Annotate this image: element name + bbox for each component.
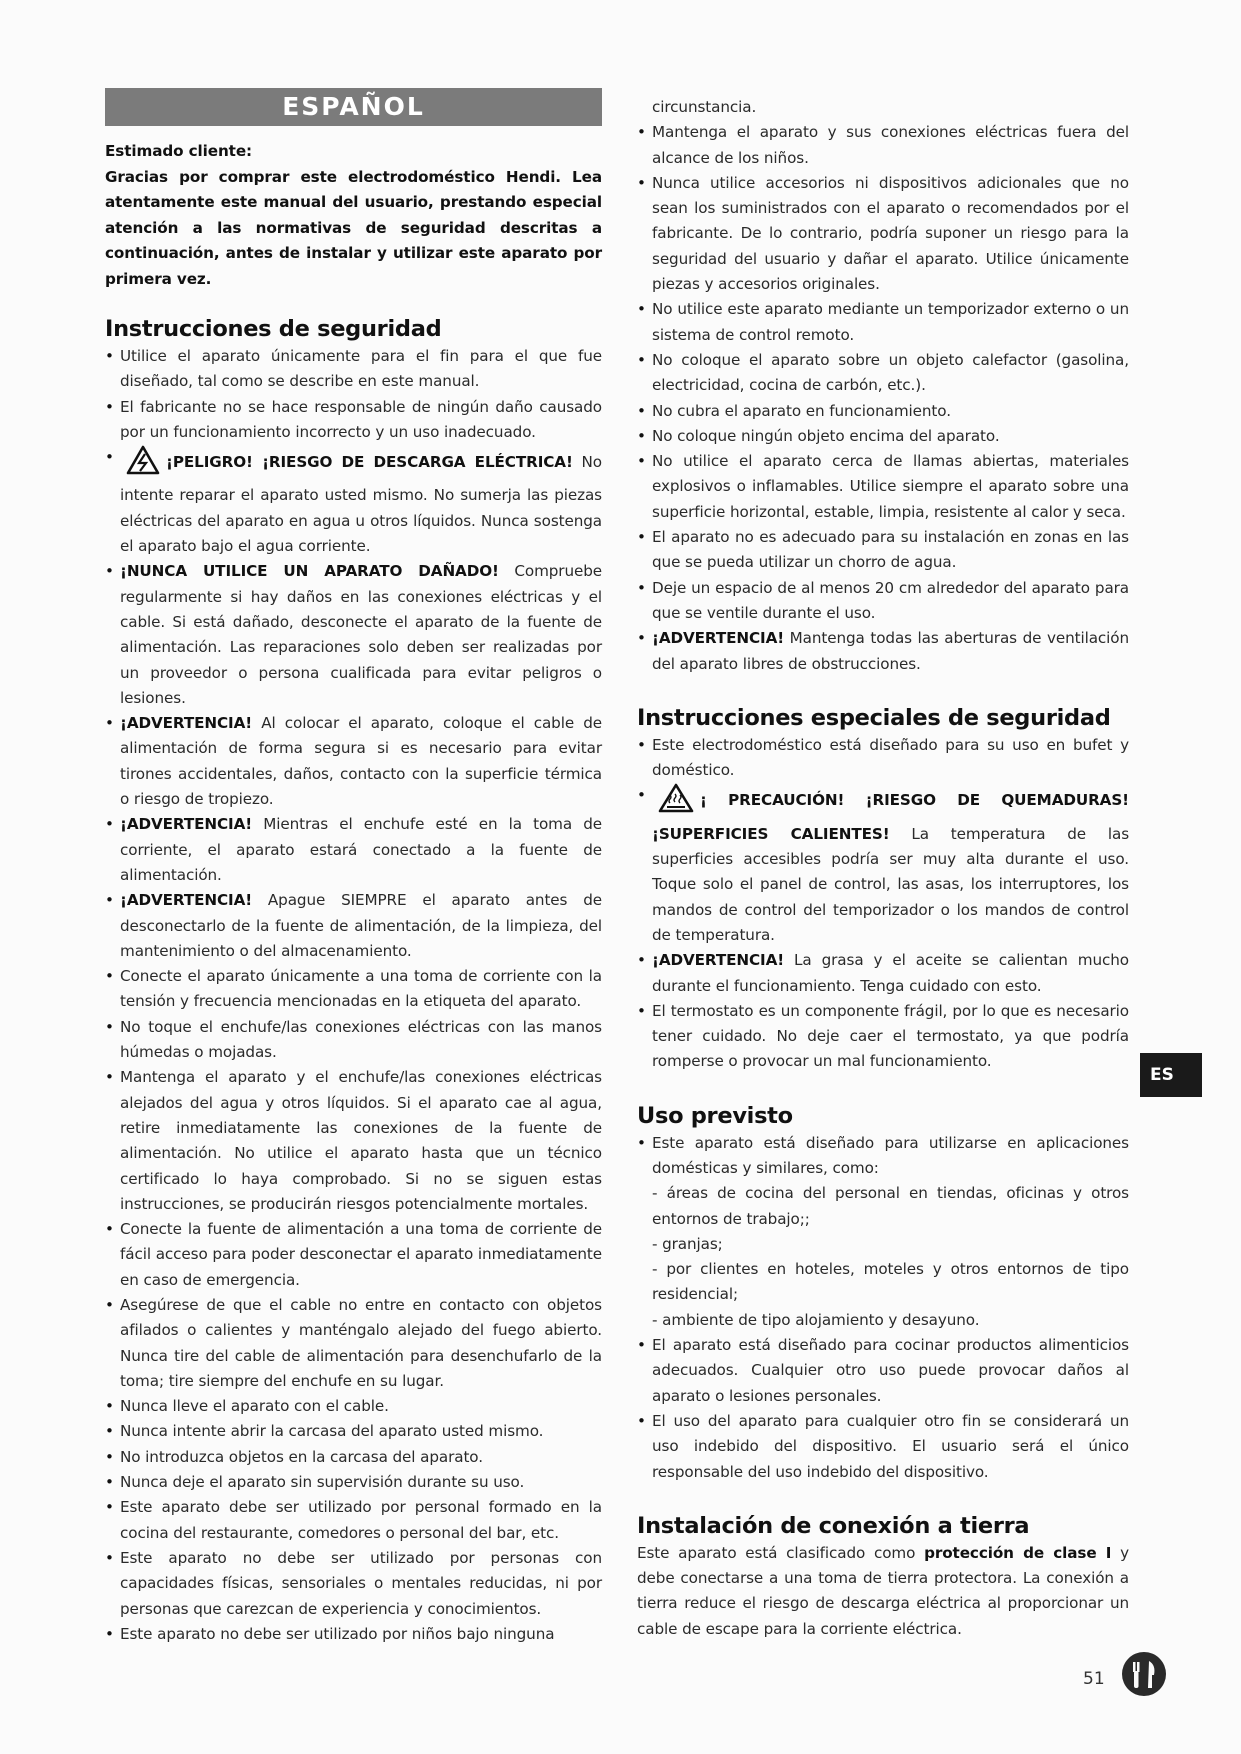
special-title: Instrucciones especiales de seguridad: [637, 704, 1111, 731]
sub-item: - áreas de cocina del personal en tiendas, oficinas y otros entornos de trabajo;;: [652, 1184, 1129, 1228]
page-number: 51: [1083, 1669, 1105, 1689]
list-item: • ¡ADVERTENCIA! Mientras el enchufe esté en la toma de corriente, el aparato estará conectado a la fuente de alimentación.: [105, 812, 602, 888]
safety-title: Instrucciones de seguridad: [105, 316, 442, 342]
list-item: • El uso del aparato para cualquier otro fin se considerará un uso indebido del dispositivo. El usuario será el único responsable del uso indebido del dispositivo.: [637, 1409, 1129, 1485]
list-item: • El fabricante no se hace responsable de ningún daño causado por un funcionamiento incorrecto y un uso inadecuado.: [105, 395, 602, 446]
list-item: • Utilice el aparato únicamente para el fin para el que fue diseñado, tal como se describe en este manual.: [105, 344, 602, 395]
list-item: • ¡NUNCA UTILICE UN APARATO DAÑADO! Compruebe regularmente si hay daños en las conexiones eléctricas y el cable. Si está dañado, desconecte el aparato de la fuente de alimentación. Las reparaciones solo deben ser realizadas por un proveedor o persona cualificada para evitar peligros o lesiones.: [105, 559, 602, 711]
list-item: • Mantenga el aparato y el enchufe/las conexiones eléctricas alejados del agua y otros líquidos. Si el aparato cae al agua, retire inmediatamente las conexiones de la fuente de alimentación. No utilice el aparato hasta que un técnico certificado lo haya comprobado. Si no se siguen estas instrucciones, se producirán riesgos potencialmente mortales.: [105, 1065, 602, 1217]
list-item: • ¡ADVERTENCIA! Mantenga todas las aberturas de ventilación del aparato libres de obstrucciones.: [637, 626, 1129, 677]
list-item: • Conecte el aparato únicamente a una toma de corriente con la tensión y frecuencia mencionadas en la etiqueta del aparato.: [105, 964, 602, 1015]
intended-use-list: [637, 1131, 1129, 1485]
sub-item: - granjas;: [652, 1234, 723, 1253]
list-item: • Deje un espacio de al menos 20 cm alrededor del aparato para que se ventile durante el uso.: [637, 576, 1129, 627]
list-item: • No introduzca objetos en la carcasa del aparato.: [105, 1445, 602, 1470]
electric-warning-icon: [126, 445, 160, 483]
list-item: • No utilice el aparato cerca de llamas abiertas, materiales explosivos o inflamables. Utilice siempre el aparato sobre una superficie horizontal, estable, limpia, resistente al calor y seca.: [637, 449, 1129, 525]
language-side-tab: ES: [1140, 1053, 1202, 1097]
list-item: • El aparato está diseñado para cocinar productos alimenticios adecuados. Cualquier otro uso puede provocar daños al aparato o lesiones personales.: [637, 1333, 1129, 1409]
list-item: • No coloque ningún objeto encima del aparato.: [637, 424, 1129, 449]
list-item: • Nunca utilice accesorios ni dispositivos adicionales que no sean los suministrados con el aparato o recomendados por el fabricante. De lo contrario, podría suponer un riesgo para la seguridad del usuario y dañar el aparato. Utilice únicamente piezas y accesorios originales.: [637, 171, 1129, 297]
intended-use-title: Uso previsto: [637, 1102, 793, 1129]
list-item: • No toque el enchufe/las conexiones eléctricas con las manos húmedas o mojadas.: [105, 1015, 602, 1066]
list-item: • Mantenga el aparato y sus conexiones eléctricas fuera del alcance de los niños.: [637, 120, 1129, 171]
list-item: • Conecte la fuente de alimentación a una toma de corriente de fácil acceso para poder desconectar el aparato inmediatamente en caso de emergencia.: [105, 1217, 602, 1293]
list-item: • El termostato es un componente frágil, por lo que es necesario tener cuidado. No deje caer el termostato, ya que podría romperse o provocar un mal funcionamiento.: [637, 999, 1129, 1075]
safety-list: [105, 344, 602, 1647]
sub-item: - ambiente de tipo alojamiento y desayuno.: [652, 1310, 980, 1329]
left-column: [105, 88, 602, 1647]
list-item: • ¡ADVERTENCIA! La grasa y el aceite se calientan mucho durante el funcionamiento. Tenga cuidado con esto.: [637, 948, 1129, 999]
intro-greeting: Estimado cliente:: [105, 142, 253, 160]
list-item: • Nunca intente abrir la carcasa del aparato usted mismo.: [105, 1419, 602, 1444]
grounding-title: Instalación de conexión a tierra: [637, 1512, 1030, 1539]
list-item: • Este aparato no debe ser utilizado por niños bajo ninguna: [105, 1622, 602, 1647]
list-item: • No coloque el aparato sobre un objeto calefactor (gasolina, electricidad, cocina de carbón, etc.).: [637, 348, 1129, 399]
list-item: • ¡PELIGRO! ¡RIESGO DE DESCARGA ELÉCTRICA! No intente reparar el aparato usted mismo. No sumerja las piezas eléctricas del aparato en agua u otros líquidos. Nunca sostenga el aparato bajo el agua corriente.: [105, 445, 602, 559]
grounding-text: Este aparato está clasificado como protección de clase I y debe conectarse a una toma de tierra protectora. La conexión a tierra reduce el riesgo de descarga eléctrica al proporcionar un cable de escape para la corriente eléctrica.: [637, 1543, 1129, 1638]
continuation-text: circunstancia.: [652, 98, 757, 116]
hot-surface-icon: [658, 783, 694, 821]
list-item: • Nunca deje el aparato sin supervisión durante su uso.: [105, 1470, 602, 1495]
list-item: • Nunca lleve el aparato con el cable.: [105, 1394, 602, 1419]
list-item: • Este aparato no debe ser utilizado por personas con capacidades físicas, sensoriales o mentales reducidas, ni por personas que carezcan de experiencia y conocimientos.: [105, 1546, 602, 1622]
list-item: • Este aparato debe ser utilizado por personal formado en la cocina del restaurante, comedores o personal del bar, etc.: [105, 1495, 602, 1546]
language-banner: ESPAÑOL: [105, 88, 602, 126]
list-item: • No utilice este aparato mediante un temporizador externo o un sistema de control remoto.: [637, 297, 1129, 348]
sub-item: - por clientes en hoteles, moteles y otros entornos de tipo residencial;: [652, 1260, 1129, 1304]
list-item: • Este aparato está diseñado para utilizarse en aplicaciones domésticas y similares, como: - áreas de cocina del personal en tiendas, oficinas y otros entornos de trabajo;; - granjas; - por clientes en hoteles, moteles y otros entornos de tipo residencial; - ambiente de tipo alojamiento y desayuno.: [637, 1131, 1129, 1333]
safety-list-continued: [637, 120, 1129, 677]
list-item: • Este electrodoméstico está diseñado para su uso en bufet y doméstico.: [637, 733, 1129, 784]
list-item: • ¡ADVERTENCIA! Al colocar el aparato, coloque el cable de alimentación de forma segura si es necesario para evitar tirones accidentales, daños, contacto con la superficie térmica o riesgo de tropiezo.: [105, 711, 602, 812]
list-item: • ¡ PRECAUCIÓN! ¡RIESGO DE QUEMADURAS! ¡SUPERFICIES CALIENTES! La temperatura de las superficies accesibles podría ser muy alta durante el uso. Toque solo el panel de control, las asas, los interruptores, los mandos de control del temporizador o los mandos de control de temperatura.: [637, 783, 1129, 948]
hendi-logo-icon: [1121, 1651, 1167, 1701]
intro-text: Gracias por comprar este electrodoméstico Hendi. Lea atentamente este manual del usuario, prestando especial atención a las normativas de seguridad descritas a continuación, antes de instalar y utilizar este aparato por primera vez.: [105, 167, 602, 288]
list-item: • El aparato no es adecuado para su instalación en zonas en las que se pueda utilizar un chorro de agua.: [637, 525, 1129, 576]
right-column: [637, 95, 1129, 1642]
list-item: • No cubra el aparato en funcionamiento.: [637, 399, 1129, 424]
special-list: [637, 733, 1129, 1075]
list-item: • ¡ADVERTENCIA! Apague SIEMPRE el aparato antes de desconectarlo de la fuente de alimentación, de la limpieza, del mantenimiento o del almacenamiento.: [105, 888, 602, 964]
list-item: • Asegúrese de que el cable no entre en contacto con objetos afilados o calientes y manténgalo alejado del fuego abierto. Nunca tire del cable de alimentación para desenchufarlo de la toma; tire siempre del enchufe en su lugar.: [105, 1293, 602, 1394]
